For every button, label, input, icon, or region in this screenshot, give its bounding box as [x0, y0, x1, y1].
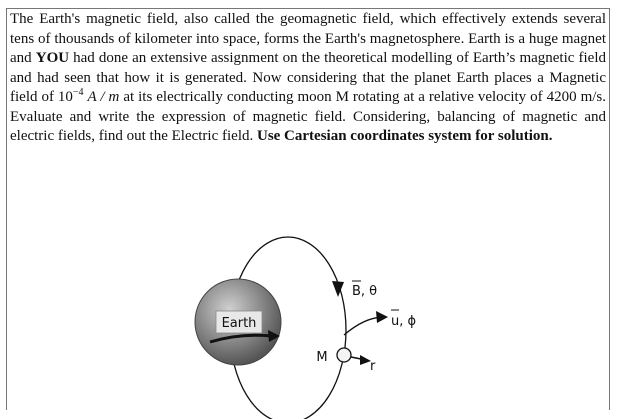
field-exponent: −4 — [72, 87, 84, 98]
earth-label: Earth — [221, 316, 257, 331]
problem-text-part3: at its electrically conducting moon M rotating at a relative velocity of 4200 m/s. Evaluate and write the expression of magnetic field. Considering, balancing of magnetic and electric fields, find out the Electric field. — [10, 89, 606, 144]
emphasis-you: YOU — [35, 50, 70, 66]
problem-text-part1: The Earth's magnetic field, also called the geomagnetic field, which effectively extends several tens of thousands of kilometer into space, forms the Earth's magnetosphere. Earth is a huge magnet and — [10, 11, 606, 66]
r-label: r — [370, 359, 376, 374]
earth-moon-diagram — [180, 225, 440, 419]
instruction-cartesian: Use Cartesian coordinates system for solution. — [256, 128, 553, 144]
u-velocity-arrowhead — [376, 311, 388, 323]
field-base: 10 — [57, 89, 73, 105]
moon-sphere — [337, 348, 351, 362]
field-unit: A / m — [87, 89, 120, 105]
problem-statement — [10, 10, 606, 147]
moon-label: M — [316, 350, 328, 365]
problem-text-part2: had done an extensive assignment on the theoretical modelling of Earth’s magnetic field and had seen that how it is generated. Now considering that the planet Earth places a Magnetic field of — [10, 50, 606, 105]
u-phi-label: u, ϕ — [391, 314, 417, 329]
b-theta-label: B, θ — [352, 284, 378, 299]
